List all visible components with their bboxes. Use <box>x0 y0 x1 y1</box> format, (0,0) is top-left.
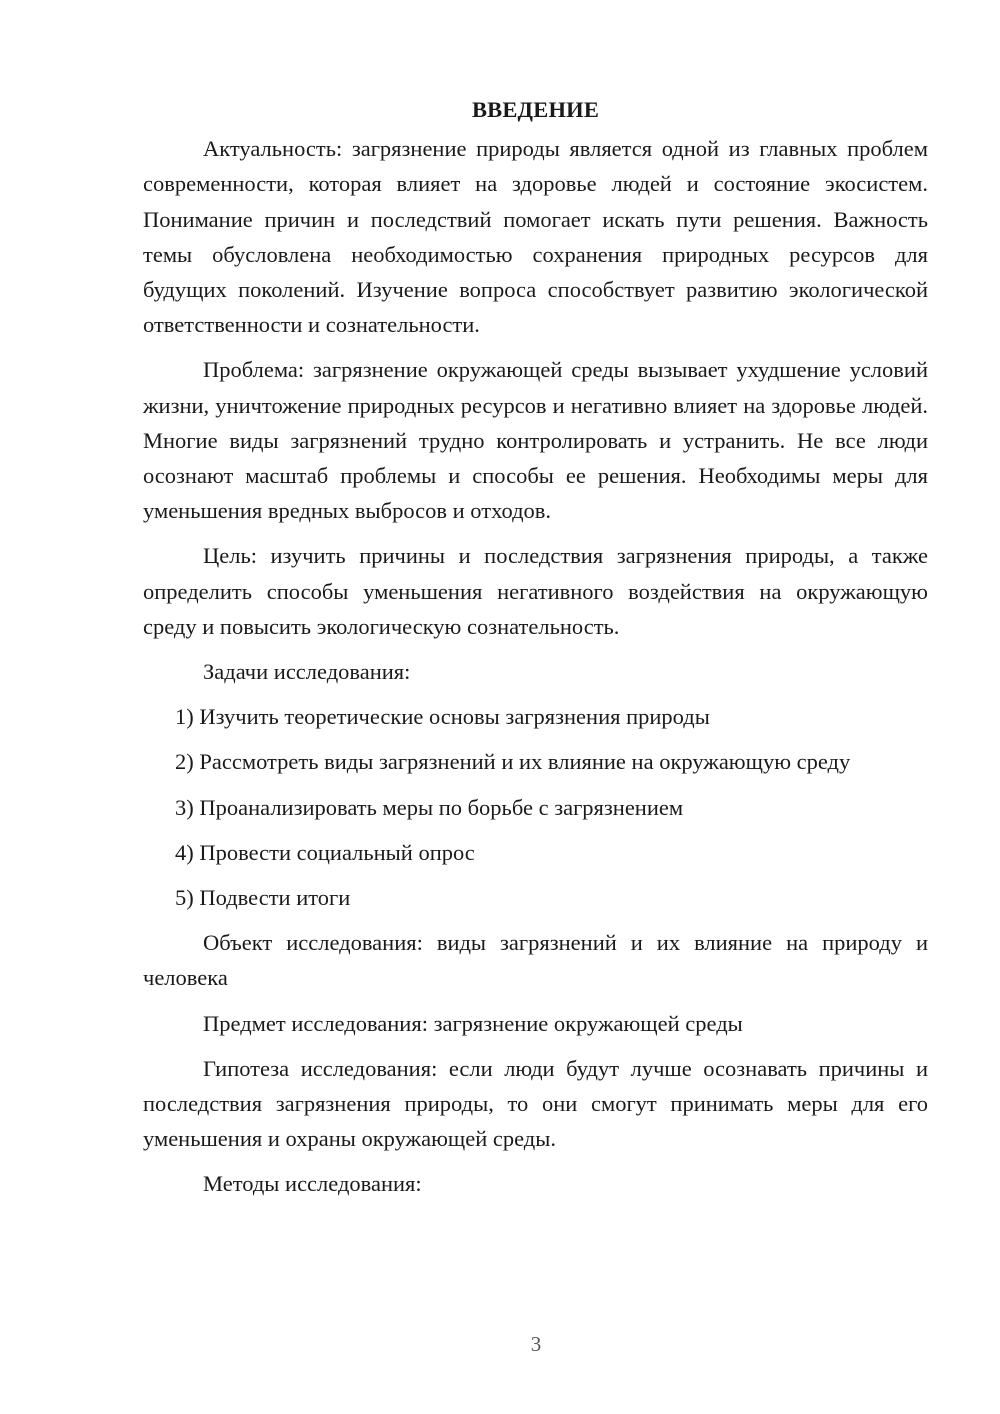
page-content <box>143 92 928 1212</box>
object-paragraph: Объект исследования: виды загрязнений и их влияние на природу и человека <box>143 930 928 991</box>
goal-paragraph: Цель: изучить причины и последствия загрязнения природы, а также определить способы уменьшения негативного воздействия на окружающую среду и повысить экологическую сознательность. <box>143 543 928 639</box>
list-item: 5) Подвести итоги <box>175 885 351 911</box>
hypothesis-paragraph: Гипотеза исследования: если люди будут лучше осознавать причины и последствия загрязнения природы, то они смогут принимать меры для его уменьшения и охраны окружающей среды. <box>143 1055 928 1152</box>
subject-paragraph: Предмет исследования: загрязнение окружающей среды <box>203 1010 743 1036</box>
list-item: 4) Провести социальный опрос <box>175 839 475 865</box>
tasks-list <box>143 699 928 915</box>
page-number: 3 <box>530 1332 542 1356</box>
methods-heading: Методы исследования: <box>203 1171 422 1197</box>
relevance-paragraph: Актуальность: загрязнение природы является одной из главных проблем современности, которая влияет на здоровье людей и состояние экосистем. Понимание причин и последствий помогает искать пути решения. Важность темы обусловлена необходимостью сохранения природных ресурсов для будущих поколений. Изучение вопроса способствует развитию экологической ответственности и сознательности. <box>143 136 928 338</box>
problem-paragraph: Проблема: загрязнение окружающей среды вызывает ухудшение условий жизни, уничтожение природных ресурсов и негативно влияет на здоровье людей. Многие виды загрязнений трудно контролировать и устранить. Не все люди осознают масштаб проблемы и способы ее решения. Необходимы меры для уменьшения вредных выбросов и отходов. <box>143 357 928 524</box>
list-item: 3) Проанализировать меры по борьбе с загрязнением <box>175 794 684 820</box>
page-title: ВВЕДЕНИЕ <box>471 97 600 122</box>
list-item: 2) Рассмотреть виды загрязнений и их влияние на окружающую среду <box>175 749 851 775</box>
list-item: 1) Изучить теоретические основы загрязнения природы <box>175 704 710 730</box>
tasks-heading: Задачи исследования: <box>203 659 411 685</box>
